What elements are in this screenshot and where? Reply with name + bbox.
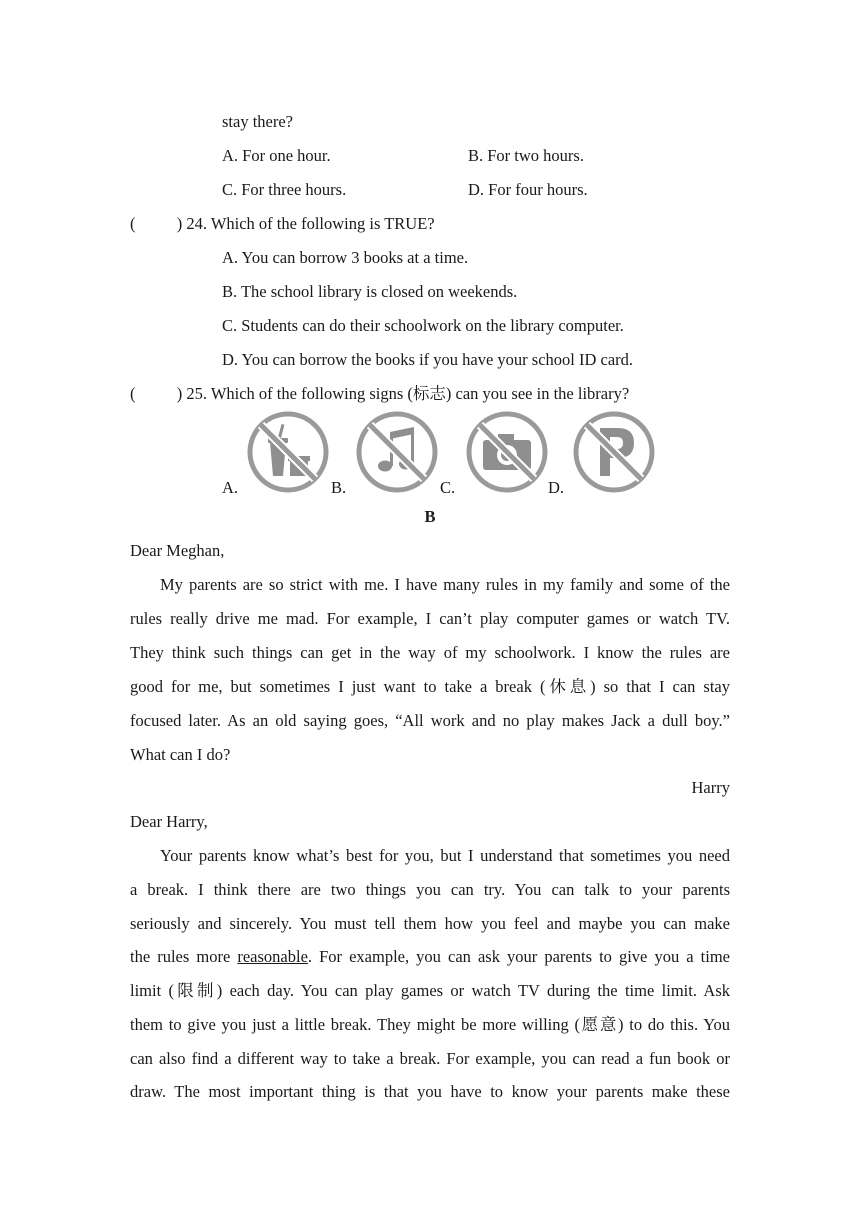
q25-option-d-label: D. (548, 478, 565, 497)
q25-option-a-label: A. (222, 478, 239, 497)
letter2-line-6: them to give you just a little break. They might be more willing (愿意) to do this. You (130, 1015, 730, 1034)
q23-option-d: D. For four hours. (468, 180, 588, 199)
q24-option-a: A. You can borrow 3 books at a time. (222, 248, 469, 267)
q23-option-a: A. For one hour. (222, 146, 331, 165)
letter2-line-4-post: . For example, you can ask your parents to give you a time (307, 947, 730, 966)
letter1-line-1: My parents are so strict with me. I have many rules in my family and some of the (160, 575, 730, 594)
no-camera-icon (465, 410, 549, 494)
no-parking-icon (572, 410, 656, 494)
letter2-line-4-pre: the rules more (130, 947, 238, 966)
no-food-drink-icon (246, 410, 330, 494)
underlined-word-reasonable: reasonable (237, 947, 308, 966)
q23-option-b: B. For two hours. (468, 146, 584, 165)
letter2-line-8: draw. The most important thing is that you have to know your parents make these (130, 1082, 730, 1101)
letter2-line-1: Your parents know what’s best for you, but I understand that sometimes you need (160, 846, 730, 865)
section-heading: B (424, 507, 436, 526)
q24-stem: ( ) 24. Which of the following is TRUE? (130, 214, 435, 233)
letter2-line-5: limit (限制) each day. You can play games or watch TV during the time limit. Ask (130, 981, 730, 1000)
letter1-line-2: rules really drive me mad. For example, I can’t play computer games or watch TV. (130, 609, 730, 628)
q23-stem-continuation: stay there? (222, 112, 294, 131)
q24-option-c: C. Students can do their schoolwork on the library computer. (222, 316, 624, 335)
q24-option-b: B. The school library is closed on weekends. (222, 282, 518, 301)
q24-option-d: D. You can borrow the books if you have your school ID card. (222, 350, 634, 369)
letter1-signature: Harry (691, 778, 730, 797)
q25-option-b-label: B. (331, 478, 347, 497)
letter1-line-3: They think such things can get in the way of my schoolwork. I know the rules are (130, 643, 730, 662)
letter2-line-4 (130, 947, 730, 967)
letter2-line-2: a break. I think there are two things you can try. You can talk to your parents (130, 880, 730, 899)
letter2-line-7: can also find a different way to take a break. For example, you can read a fun book or (130, 1049, 730, 1068)
letter2-greeting: Dear Harry, (130, 812, 208, 831)
letter1-line-4: good for me, but sometimes I just want to take a break (休息) so that I can stay (130, 677, 730, 696)
q25-option-c-label: C. (440, 478, 456, 497)
q25-stem: ( ) 25. Which of the following signs (标志) can you see in the library? (130, 384, 630, 403)
no-music-icon (355, 410, 439, 494)
q23-option-c: C. For three hours. (222, 180, 347, 199)
letter2-line-3: seriously and sincerely. You must tell them how you feel and maybe you can make (130, 914, 730, 933)
letter1-line-5: focused later. As an old saying goes, “All work and no play makes Jack a dull boy.” (130, 711, 730, 730)
letter1-line-6: What can I do? (130, 745, 231, 764)
letter1-greeting: Dear Meghan, (130, 541, 225, 560)
